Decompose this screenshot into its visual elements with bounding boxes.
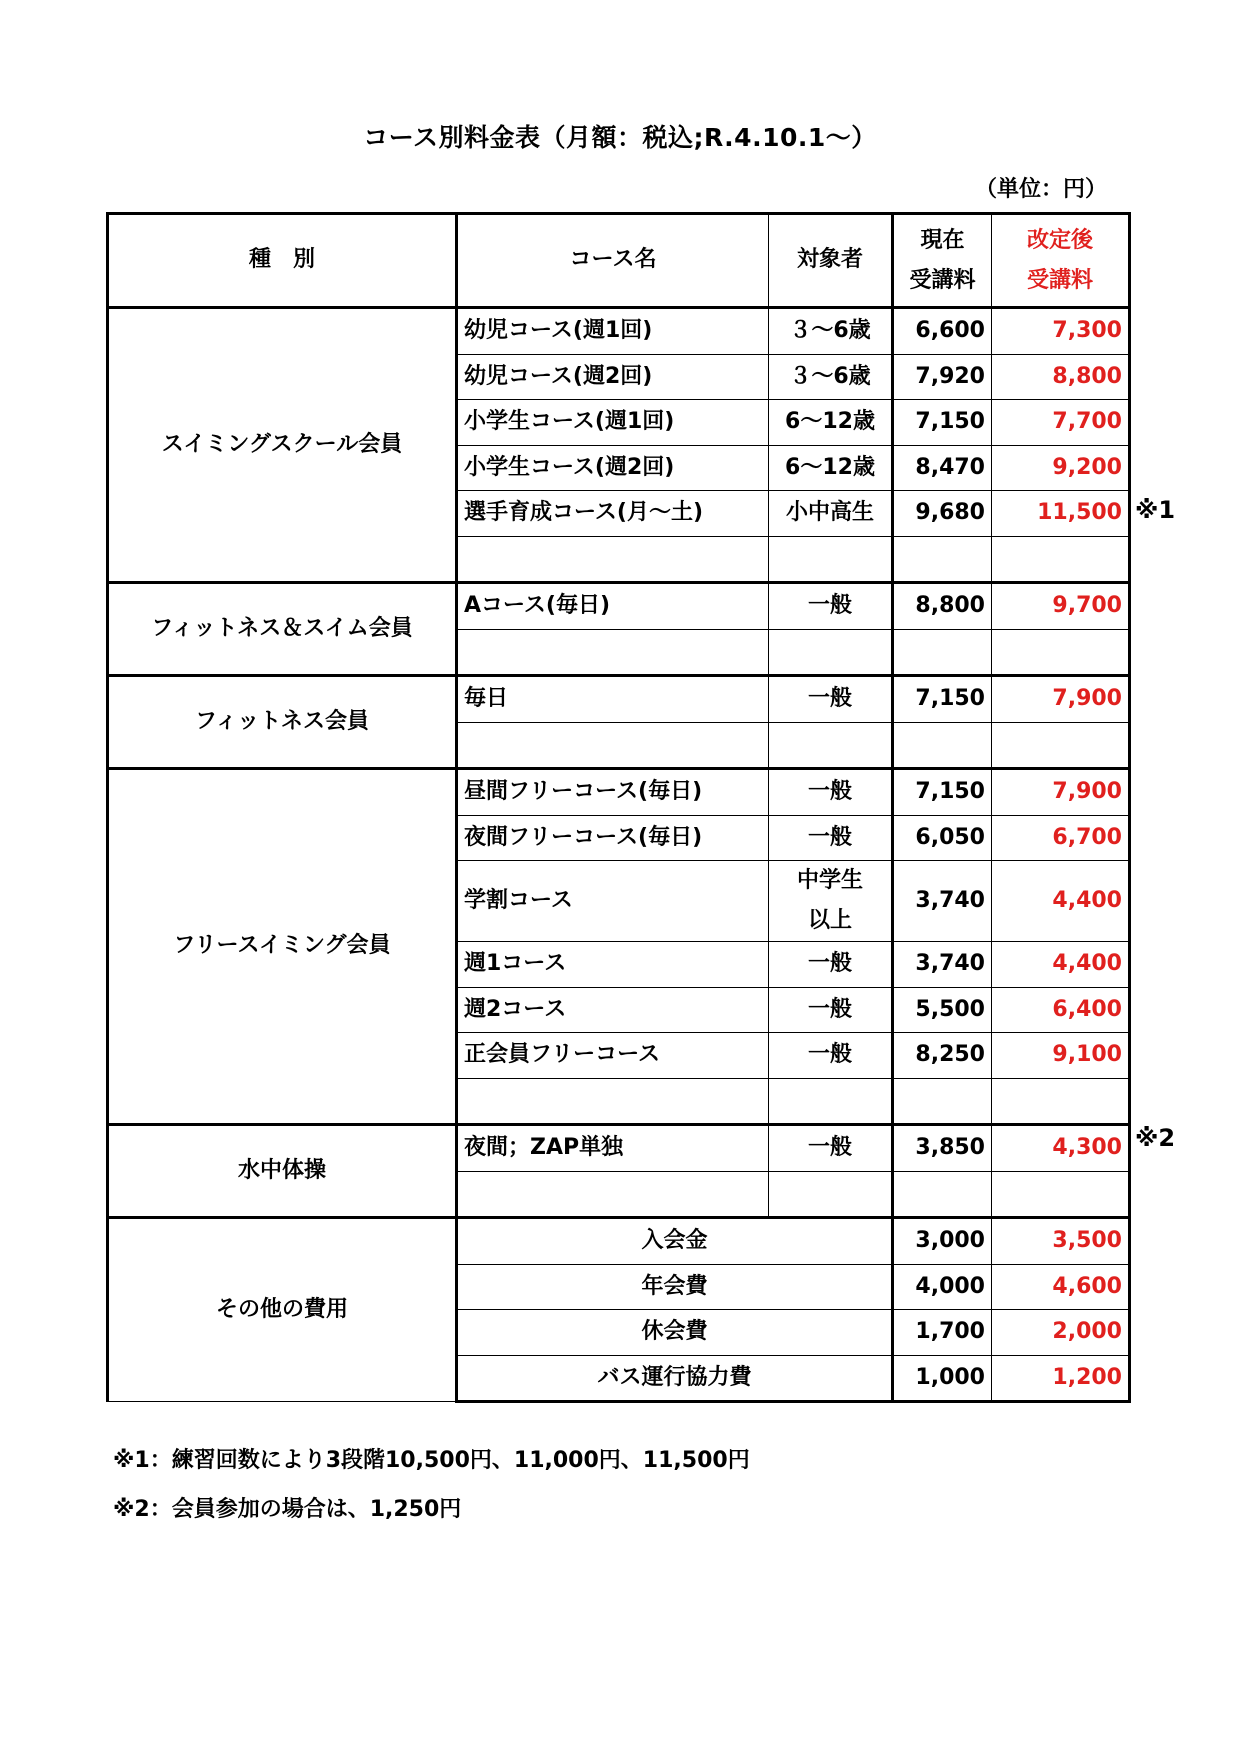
table-row: 水中体操 夜間；ZAP単独 一般 3,850 4,300 — [108, 1125, 1130, 1172]
header-target: 対象者 — [769, 214, 893, 308]
category-aqua: 水中体操 — [108, 1125, 457, 1218]
unit-note: （単位：円） — [974, 177, 1107, 202]
table-row: フィットネス会員 毎日 一般 7,150 7,900 — [108, 676, 1130, 723]
table-row: スイミングスクール会員 幼児コース(週1回) ３～6歳 6,600 7,300 — [108, 308, 1130, 355]
footnote-1: ※1：練習回数により3段階10,500円、11,000円、11,500円 — [113, 1448, 750, 1473]
table-row: フィットネス＆スイム会員 Aコース(毎日) 一般 8,800 9,700 — [108, 583, 1130, 630]
table-row: 休会費 1,700 2,000 — [108, 1310, 1130, 1356]
category-fitness-swim: フィットネス＆スイム会員 — [108, 583, 457, 676]
category-swim-school: スイミングスクール会員 — [108, 308, 457, 583]
table-row: バス運行協力費 1,000 1,200 — [108, 1355, 1130, 1402]
table-row: 小学生コース(週2回) 6～12歳 8,470 9,200 — [108, 445, 1130, 491]
category-free-swim: フリースイミング会員 — [108, 769, 457, 1125]
category-fitness: フィットネス会員 — [108, 676, 457, 769]
note-mark-2: ※2 — [1135, 1124, 1176, 1152]
header-category: 種 別 — [108, 214, 457, 308]
header-current-fee: 現在 受講料 — [893, 214, 992, 308]
page-title: コース別料金表（月額：税込;R.4.10.1～） — [363, 123, 877, 152]
table-row: 年会費 4,000 4,600 — [108, 1264, 1130, 1310]
header-row — [108, 214, 1130, 308]
table-row: 選手育成コース(月～土) 小中高生 9,680 11,500 — [108, 491, 1130, 537]
fee-table — [106, 212, 1131, 1403]
header-course: コース名 — [457, 214, 769, 308]
category-other: その他の費用 — [108, 1218, 457, 1402]
footnote-2: ※2：会員参加の場合は、1,250円 — [113, 1497, 462, 1522]
table-row: 夜間フリーコース(毎日) 一般 6,050 6,700 — [108, 815, 1130, 861]
header-new-fee: 改定後 受講料 — [992, 214, 1130, 308]
table-row: 週1コース 一般 3,740 4,400 — [108, 942, 1130, 988]
table-row: 正会員フリーコース 一般 8,250 9,100 — [108, 1033, 1130, 1079]
note-mark-1: ※1 — [1135, 496, 1176, 524]
table-row: 週2コース 一般 5,500 6,400 — [108, 987, 1130, 1033]
table-row: 幼児コース(週2回) ３～6歳 7,920 8,800 — [108, 354, 1130, 400]
table-row: 小学生コース(週1回) 6～12歳 7,150 7,700 — [108, 400, 1130, 446]
table-row: 学割コース 中学生 以上 3,740 4,400 — [108, 861, 1130, 942]
table-row: フリースイミング会員 昼間フリーコース(毎日) 一般 7,150 7,900 — [108, 769, 1130, 816]
table-row: その他の費用 入会金 3,000 3,500 — [108, 1218, 1130, 1265]
